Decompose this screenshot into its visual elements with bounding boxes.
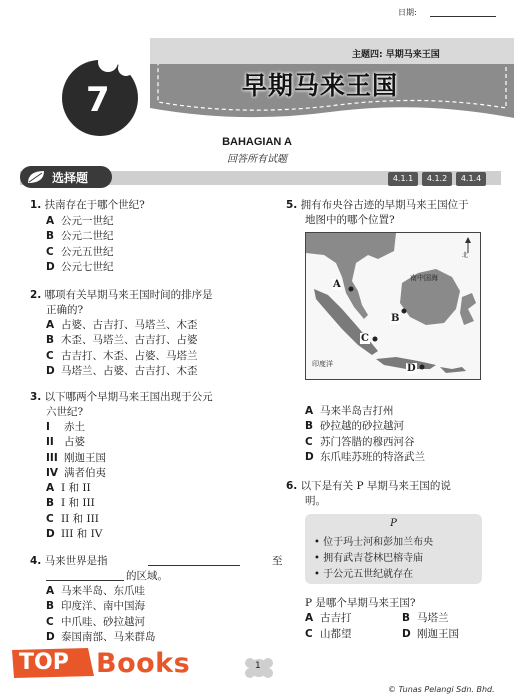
option[interactable]: A I 和 II xyxy=(46,482,91,495)
question-number: 1. xyxy=(30,199,42,211)
option[interactable]: B 木歪、马塔兰、古吉打、占婆 xyxy=(46,334,198,347)
sea-label: 印度洋 xyxy=(312,360,333,368)
map-drawing xyxy=(306,233,480,379)
section-instruction: 回答所有试题 xyxy=(227,154,287,165)
map-point-b: B xyxy=(391,313,400,324)
question-text: 扶南存在于哪个世纪? xyxy=(44,199,145,211)
option[interactable]: C 古吉打、木歪、占婆、马塔兰 xyxy=(46,349,198,362)
option[interactable]: A 公元一世纪 xyxy=(46,215,114,227)
question-text-cont: 明。 xyxy=(305,495,326,507)
option[interactable]: C 山都望 xyxy=(305,628,352,640)
question-text-cont: 六世纪? xyxy=(46,406,84,418)
option[interactable]: D 马塔兰、占婆、古吉打、木歪 xyxy=(46,364,198,377)
option[interactable]: C II 和 III xyxy=(46,512,99,525)
roman-item: I 赤土 xyxy=(46,421,85,433)
question-6: 6. 以下是有关 P 早期马来王国的说 xyxy=(286,480,451,492)
option[interactable]: C 中爪哇、砂拉越河 xyxy=(46,615,145,628)
question-text: 以下哪两个早期马来王国出现于公元 xyxy=(44,391,213,403)
bullet-item: • 位于玛士河和彭加兰布央 xyxy=(314,537,434,548)
blank-line[interactable] xyxy=(46,580,124,581)
map-point-c: C xyxy=(361,333,369,344)
option[interactable]: B I 和 III xyxy=(46,497,95,510)
option[interactable]: B 印度洋、南中国海 xyxy=(46,600,145,613)
bullet-item: • 拥有武吉苍林巴榕寺庙 xyxy=(314,553,424,564)
region-map xyxy=(305,232,481,380)
question-5: 5. 拥有布央谷古迹的早期马来王国位于 xyxy=(286,199,469,211)
question-text-cont: 的区域。 xyxy=(126,570,168,582)
q3-items xyxy=(46,420,106,542)
option[interactable]: A 占婆、古吉打、马塔兰、木歪 xyxy=(46,319,198,331)
q1-options xyxy=(46,214,114,275)
tag-412: 4.1.2 xyxy=(422,172,452,186)
blank-line[interactable] xyxy=(148,565,240,566)
logo-books-text: Books xyxy=(96,648,191,679)
option[interactable]: D III 和 IV xyxy=(46,528,103,541)
date-line xyxy=(430,16,496,17)
question-text-cont: 地图中的哪个位置? xyxy=(305,214,395,226)
option[interactable]: A 古吉打 xyxy=(305,612,352,624)
map-point-d: D xyxy=(407,363,416,374)
question-text: 以下是有关 P 早期马来王国的说 xyxy=(300,480,451,492)
q2-options xyxy=(46,318,198,379)
page-title: 早期马来王国 xyxy=(242,71,399,100)
page-number: 1 xyxy=(255,661,261,671)
tag-414: 4.1.4 xyxy=(456,172,486,186)
option[interactable]: D 泰国南部、马来群岛 xyxy=(46,630,156,643)
section-tab-label: 选择题 xyxy=(52,171,89,185)
option[interactable]: A 马来半岛、东爪哇 xyxy=(46,585,145,597)
date-label: 日期: xyxy=(398,8,417,17)
roman-item: IV 满者伯夷 xyxy=(46,466,106,479)
option[interactable]: A 马来半岛吉打州 xyxy=(305,405,394,417)
option[interactable]: B 马塔兰 xyxy=(402,612,449,624)
sea-label: 南中国海 xyxy=(410,274,438,282)
question-text: 拥有布央谷古迹的早期马来王国位于 xyxy=(300,199,469,211)
leaf-icon xyxy=(26,169,46,185)
question-2: 2. 哪项有关早期马来王国时间的排序是 xyxy=(30,289,213,301)
roman-item: III 刚迦王国 xyxy=(46,451,106,464)
question-text-cont: 至 xyxy=(272,555,283,567)
question-text-cont: 正确的? xyxy=(46,304,84,316)
option[interactable]: C 公元五世纪 xyxy=(46,245,114,258)
question-1 xyxy=(30,198,145,213)
option[interactable]: C 苏门答腊的穆西河谷 xyxy=(305,435,415,448)
roman-item: II 占婆 xyxy=(46,436,85,449)
option[interactable]: D 刚迦王国 xyxy=(402,628,459,640)
q5-options xyxy=(305,404,425,465)
question-text: P 是哪个早期马来王国? xyxy=(305,597,416,609)
chapter-number: 7 xyxy=(86,80,110,120)
option[interactable]: B 砂拉越的砂拉越河 xyxy=(305,420,404,433)
option[interactable]: D 东爪哇苏班的特洛武兰 xyxy=(305,450,425,463)
map-point-a: A xyxy=(333,279,341,290)
question-3: 3. 以下哪两个早期马来王国出现于公元 xyxy=(30,391,213,403)
info-box-label: P xyxy=(390,518,397,529)
section-heading: BAHAGIAN A xyxy=(222,136,292,148)
north-label: 北 xyxy=(462,252,469,259)
question-4: 4. 马来世界是指 xyxy=(30,555,108,567)
copyright: © Tunas Pelangi Sdn. Bhd. xyxy=(388,685,495,694)
theme-label: 主题四: 早期马来王国 xyxy=(352,50,440,60)
q4-options xyxy=(46,584,156,645)
question-text: 哪项有关早期马来王国时间的排序是 xyxy=(44,289,213,301)
option[interactable]: D 公元七世纪 xyxy=(46,260,114,273)
logo-top-text: TOP xyxy=(19,650,69,675)
option[interactable]: B 公元二世纪 xyxy=(46,230,114,243)
question-text: 马来世界是指 xyxy=(44,555,108,567)
tag-411: 4.1.1 xyxy=(388,172,418,186)
bullet-item: • 于公元五世纪就存在 xyxy=(314,569,414,580)
